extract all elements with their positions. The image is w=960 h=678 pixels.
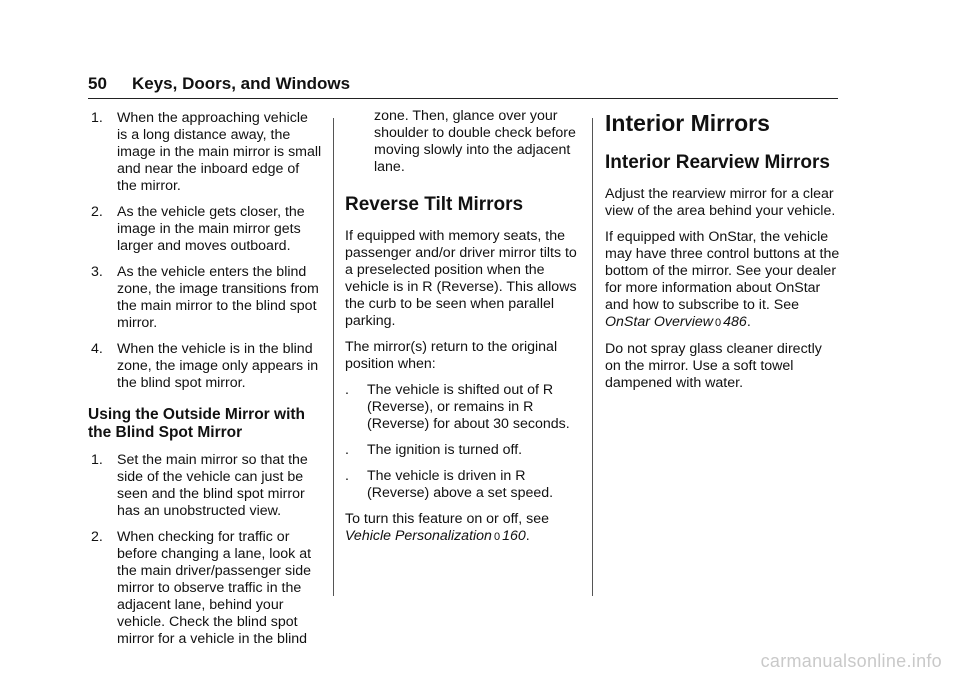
paragraph: Do not spray glass cleaner directly on the mirror. Use a soft towel dampened with water. bbox=[605, 341, 822, 391]
column-3 bbox=[605, 110, 841, 401]
subsection-heading-rearview: Interior Rearview Mirrors bbox=[605, 152, 830, 173]
page-reference[interactable]: 486 bbox=[723, 314, 747, 330]
page-header bbox=[88, 74, 838, 94]
list-item: 2. As the vehicle gets closer, the image in the main mirror gets larger and moves outboard. bbox=[91, 204, 305, 254]
list-item: 3. As the vehicle enters the blind zone, the image transitions from the main mirror to the blind spot mirror. bbox=[91, 264, 319, 331]
page-ref-arrow-icon: 0 bbox=[493, 531, 501, 543]
section-heading-reverse-tilt: Reverse Tilt Mirrors bbox=[345, 194, 524, 215]
paragraph: To turn this feature on or off, see Vehicle Personalization 0 160. bbox=[345, 511, 549, 544]
section-heading-interior-mirrors: Interior Mirrors bbox=[605, 110, 770, 136]
paragraph: The mirror(s) return to the original position when: bbox=[345, 339, 558, 372]
header-rule bbox=[88, 98, 838, 99]
page-reference[interactable]: 160 bbox=[502, 528, 526, 544]
list-item: 1. When the approaching vehicle is a long distance away, the image in the main mirror is small and near the inboard edge of the mirror. bbox=[91, 110, 322, 194]
paragraph: If equipped with memory seats, the passenger and/or driver mirror tilts to a preselected position when the vehicle is in R (Reverse). This allows the curb to be seen when parallel parking. bbox=[345, 228, 577, 329]
chapter-title: Keys, Doors, and Windows bbox=[132, 74, 351, 93]
column-divider-1 bbox=[333, 118, 334, 596]
page-ref-arrow-icon: 0 bbox=[715, 317, 722, 329]
page-number: 50 bbox=[88, 74, 107, 93]
column-2 bbox=[345, 110, 579, 555]
watermark: carmanualsonline.info bbox=[760, 651, 942, 671]
cross-reference-link[interactable]: Vehicle Personalization bbox=[345, 528, 492, 544]
list-item: 2. When checking for traffic or before changing a lane, look at the main driver/passenger side mirror to observe traffic in the adjacent lane, behind your vehicle. Check the blind spot mirror for a vehicle in the blind bbox=[91, 529, 312, 647]
subsection-heading: Using the Outside Mirror with the Blind Spot Mirror bbox=[88, 406, 306, 441]
list-item: 1. Set the main mirror so that the side of the vehicle can just be seen and the blind spot mirror has an unobstructed view. bbox=[91, 452, 308, 519]
cross-reference-link[interactable]: OnStar Overview bbox=[605, 314, 714, 330]
paragraph: If equipped with OnStar, the vehicle may have three control buttons at the bottom of the mirror. See your dealer for more information about OnStar and how to subscribe to it. See OnStar Overview 0 486. bbox=[605, 229, 840, 330]
bullet-item: . The vehicle is driven in R (Reverse) above a set speed. bbox=[345, 468, 554, 501]
list-continuation: zone. Then, glance over your shoulder to double check before moving slowly into the adjacent lane. bbox=[374, 108, 576, 175]
column-1 bbox=[88, 110, 322, 657]
paragraph: Adjust the rearview mirror for a clear view of the area behind your vehicle. bbox=[605, 186, 836, 219]
list-item: 4. When the vehicle is in the blind zone, the image only appears in the blind spot mirror. bbox=[91, 341, 319, 391]
bullet-item: . The vehicle is shifted out of R (Reverse), or remains in R (Reverse) for about 30 seconds. bbox=[345, 382, 570, 432]
bullet-item: . The ignition is turned off. bbox=[345, 442, 523, 458]
column-divider-2 bbox=[592, 118, 593, 596]
